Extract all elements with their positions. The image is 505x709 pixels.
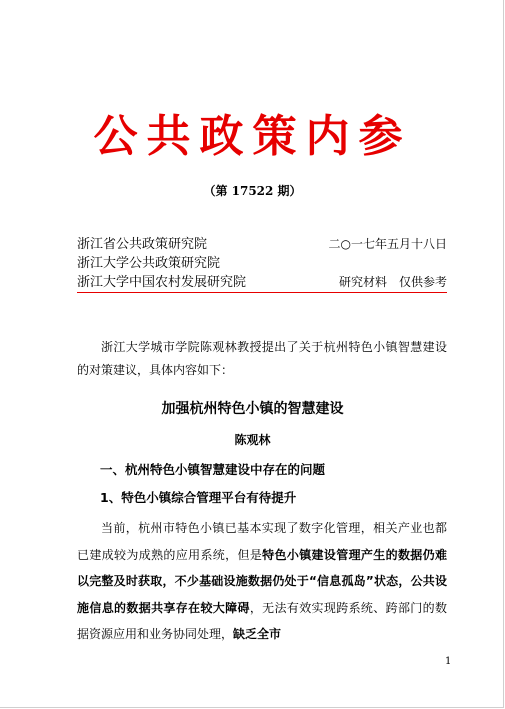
paragraph-text: ，无法有效实现跨系统、跨部门的数据资源应用和业务协同处理， [77, 600, 447, 641]
reference-note: 研究材料 仅供参考 [338, 275, 447, 289]
paragraph-text: 当前，杭州市特色小镇已基本实现了数字化管理，相关产业也都已建成较为成熟的应用系统，但是 [77, 521, 447, 562]
article-title: 加强杭州特色小镇的智慧建设 [161, 401, 344, 417]
org-line [77, 235, 447, 254]
intro-paragraph: 浙江大学城市学院陈观林教授提出了关于杭州特色小镇智慧建设的对策建议，具体内容如下： [77, 340, 447, 377]
red-divider [77, 292, 447, 293]
article-author: 陈观林 [234, 433, 271, 447]
org-name: 浙江大学公共政策研究院 [77, 256, 221, 271]
subsection-heading: 1、特色小镇综合管理平台有待提升 [100, 490, 297, 505]
paragraph-bold-text: 特色小镇建设管理产生的数据仍难以完整及时获取，不少基础设施数据仍处于“信息孤岛”状态，公共设施信息的数据共享存在较大障碍 [77, 547, 447, 615]
org-name: 浙江省公共政策研究院 [77, 237, 208, 252]
body-paragraph [77, 515, 447, 648]
org-line [77, 254, 447, 273]
org-line [77, 273, 447, 292]
organization-list [77, 235, 447, 292]
page-number: 1 [445, 656, 452, 667]
org-name: 浙江大学中国农村发展研究院 [77, 275, 247, 290]
publication-date: 二○一七年五月十八日 [328, 237, 447, 251]
paragraph-bold-text: 缺乏全市 [233, 627, 282, 641]
issue-number: （第 17522 期） [203, 184, 302, 198]
section-heading: 一、杭州特色小镇智慧建设中存在的问题 [100, 462, 326, 477]
masthead-title: 公共政策内参 [93, 111, 412, 162]
